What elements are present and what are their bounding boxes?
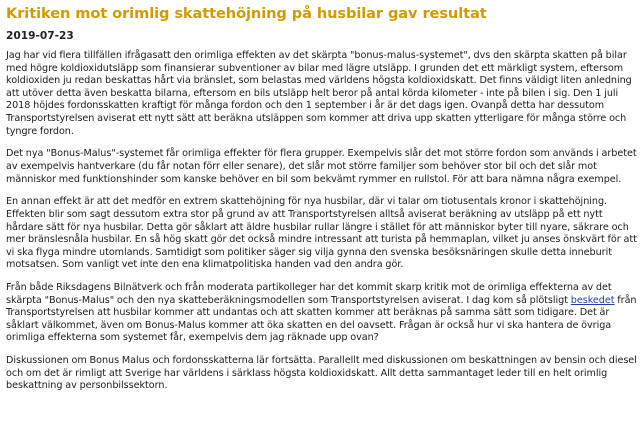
post-date: 2019-07-23 — [6, 30, 74, 42]
paragraph-4 — [6, 282, 638, 345]
paragraph-3: En annan effekt är att det medför en extrem skattehöjning för nya husbilar, där vi talar om tiotusentals kronor i skattehöjning. Effekten blir som sagt dessutom extra stor på grund av att Transportstyrelsen alltså aviserat beräkning av utsläpp på ett nytt hårdare sätt för nya husbilar. Detta gör såklart att äldre husbilar rullar längre i stället för att människor byter till nyare, säkrare och mer bränslesnåla husbilar. En så hög skatt gör det också mindre intressant att turista på hemmaplan, vilket ju anses önskvärt för att vi ska flyga mindre utomlands. Samtidigt som politiker säger sig vilja gynna den svenska besöksnäringen skulle detta inneburit motsatsen. Som vanligt vet inte den ena klimatpolitiska handen vad den andra gör. — [6, 196, 637, 271]
paragraph-1: Jag har vid flera tillfällen ifrågasatt den orimliga effekten av det skärpta "bonus-malus-systemet", dvs den skärpta skatten på bilar med högre koldioxidutsläpp som finansierar subventioner av bilar med lägre utsläpp. I grunden det ett märkligt system, eftersom koldioxiden ju redan beskattas hårt via bränslet, som belastas med världens högsta koldioxidskatt. Det finns väldigt liten anledning att utöver detta även beskatta bilarna, eftersom en bils utsläpp helt beror på antal körda kilometer - inte på bilen i sig. Den 1 juli 2018 höjdes fordonsskatten kraftigt för många fordon och den 1 september i år är det dags igen. Ovanpå detta har dessutom Transportstyrelsen aviserat ett nytt sätt att beräkna utsläppen som kommer att driva upp skatten ytterligare för många större och tyngre fordon. — [6, 50, 632, 137]
blog-post — [6, 5, 638, 403]
paragraph-4-text-after-link: från Transportstyrelsen att husbilar kommer att undantas och att skatten kommer att beräknas på samma sätt som tidigare. Det är såklart välkommet, även om Bonus-Malus kommer att öka skatten en del oavsett. Frågan är också hur vi ska hantera de övriga orimliga effekterna som systemet får, exempelvis dem jag räknade upp ovan? — [6, 294, 637, 344]
paragraph-4-text-before-link: Från både Riksdagens Bilnätverk och från moderata partikolleger har det kommit skarp kritik mot de orimliga effekterna av det skärpta "Bonus-Malus" och den nya skatteberäkningsmodellen som Transportstyrelsen aviserat. I dag kom så plötsligt — [6, 282, 612, 306]
paragraph-2: Det nya "Bonus-Malus"-systemet får orimliga effekter för flera grupper. Exempelvis slår det mot större fordon som används i arbetet av exempelvis hantverkare (du får notan förr eller senare), det slår mot större familjer som behöver stor bil och det slår mot människor med funktionshinder som kanske behöver en bil som bekvämt rymmer en rullstol. För att bara nämna några exempel. — [6, 148, 637, 185]
beskedet-link[interactable]: beskedet — [570, 294, 615, 306]
post-title: Kritiken mot orimlig skattehöjning på husbilar gav resultat — [6, 5, 487, 22]
paragraph-5: Diskussionen om Bonus Malus och fordonsskatterna lär fortsätta. Parallellt med diskussionen om beskattningen av bensin och diesel och om det är rimligt att Sverige har världens i särklass högsta koldioxidskatt. Allt detta sammantaget leder till en helt orimlig beskattning av personbilssektorn. — [6, 355, 637, 392]
